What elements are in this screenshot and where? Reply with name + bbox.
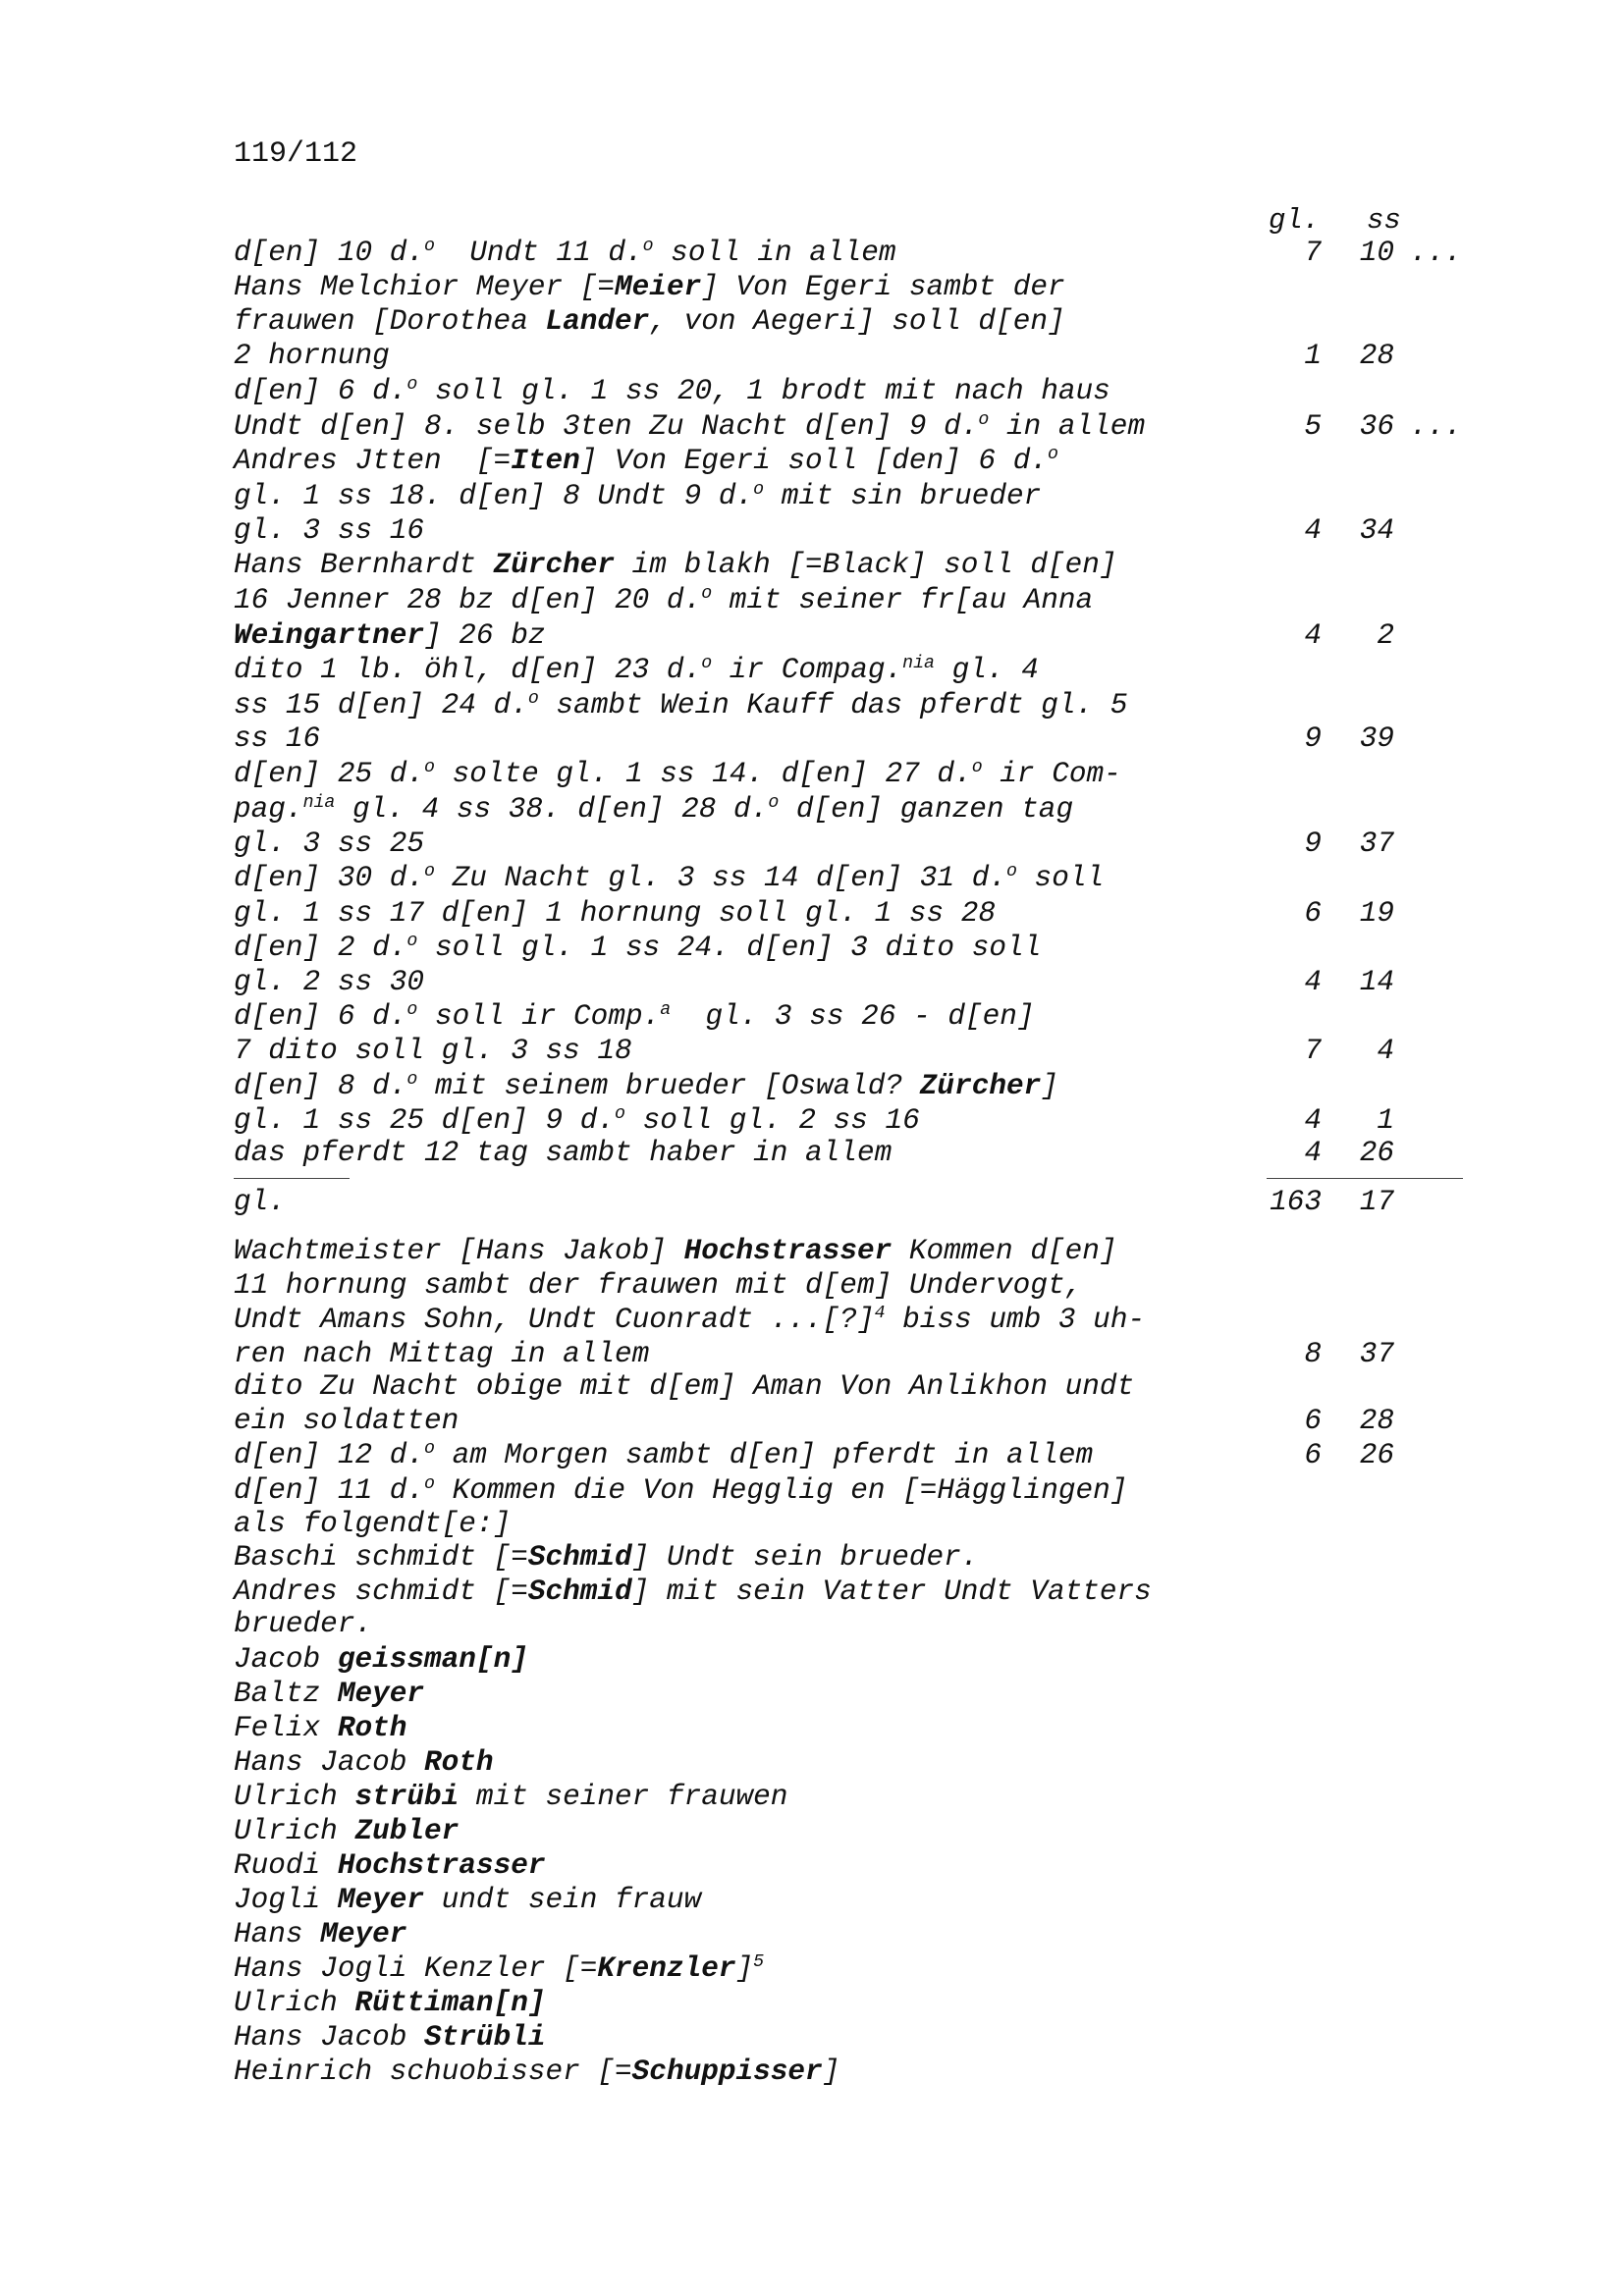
superscript: o	[424, 861, 435, 881]
ledger-line: Ulrich strübi mit seiner frauwen	[234, 1781, 788, 1813]
surname: Meier	[615, 271, 702, 303]
ledger-line: Jogli Meyer undt sein frauw	[234, 1884, 702, 1916]
superscript: o	[1005, 861, 1017, 881]
ledger-line: gl.	[234, 1186, 286, 1218]
ledger-line: dito 1 lb. öhl, d[en] 23 d.$^o$ ir Compag.$^{nia}$ gl. 4	[234, 653, 1039, 686]
ledger-line: Hans Meyer	[234, 1918, 407, 1950]
surname: Weingartner	[234, 619, 425, 652]
ledger-line: 11 hornung sambt der frauwen mit d[em] Undervogt,	[234, 1269, 1083, 1302]
surname: Roth	[424, 1746, 494, 1779]
short-underline	[234, 1178, 350, 1179]
surname: Rüttiman[n]	[354, 1987, 546, 2019]
superscript: o	[753, 479, 765, 500]
surname: strübi	[354, 1781, 460, 1813]
ledger-line: d[en] 30 d.$^o$ Zu Nacht gl. 3 ss 14 d[en] 31 d.$^o$ soll	[234, 861, 1105, 894]
surname: Hochstrasser	[683, 1235, 893, 1267]
column-header-gl: gl.	[1269, 204, 1321, 237]
amount-gulden: 7	[1304, 1035, 1322, 1067]
ledger-line: d[en] 25 d.$^o$ solte gl. 1 ss 14. d[en] 27 d.$^o$ ir Com-	[234, 757, 1121, 790]
surname: Zürcher	[493, 549, 616, 581]
superscript: o	[406, 999, 418, 1020]
ledger-line: ein soldatten	[234, 1405, 460, 1437]
surname: Iten	[511, 445, 580, 477]
surname: Krenzler	[597, 1952, 736, 1985]
ledger-line: 16 Jenner 28 bz d[en] 20 d.$^o$ mit seiner fr[au Anna	[234, 583, 1094, 616]
surname: Schmid	[527, 1575, 632, 1608]
amount-schilling: 1	[1377, 1104, 1394, 1137]
superscript: o	[978, 409, 990, 430]
superscript: o	[424, 1473, 435, 1494]
ledger-line: Baschi schmidt [=Schmid] Undt sein brueder.	[234, 1541, 979, 1574]
ledger-line: d[en] 2 d.$^o$ soll gl. 1 ss 24. d[en] 3 dito soll	[234, 931, 1042, 964]
amount-schilling: 26	[1359, 1137, 1394, 1169]
superscript: o	[701, 653, 713, 673]
ledger-line: pag.$^{nia}$ gl. 4 ss 38. d[en] 28 d.$^o$ d[en] ganzen tag	[234, 792, 1074, 826]
surname: Hochstrasser	[337, 1849, 546, 1882]
amount-schilling: 10	[1359, 237, 1394, 269]
superscript: nia	[302, 792, 336, 813]
ledger-line: 7 dito soll gl. 3 ss 18	[234, 1035, 632, 1067]
ledger-line: Baltz Meyer	[234, 1678, 425, 1710]
amount-schilling: 2	[1377, 619, 1394, 652]
amount-schilling: 26	[1359, 1439, 1394, 1471]
ledger-line: Undt d[en] 8. selb 3ten Zu Nacht d[en] 9 d.$^o$ in allem	[234, 409, 1146, 443]
ledger-line: Ulrich Zubler	[234, 1815, 460, 1847]
ledger-line: Heinrich schuobisser [=Schuppisser]	[234, 2056, 840, 2088]
superscript: o	[406, 374, 418, 395]
ledger-line: Ulrich Rüttiman[n]	[234, 1987, 546, 2019]
superscript: o	[971, 757, 983, 777]
superscript: o	[527, 688, 539, 709]
amount-schilling: 19	[1359, 897, 1394, 930]
surname: Meyer	[337, 1884, 425, 1916]
superscript: o	[424, 757, 435, 777]
amount-gulden: 6	[1304, 1405, 1322, 1437]
amount-schilling: 36	[1359, 410, 1394, 443]
ledger-line: d[en] 6 d.$^o$ soll ir Comp.$^a$ gl. 3 ss 26 - d[en]	[234, 999, 1035, 1033]
surname: Lander	[545, 305, 650, 338]
ledger-line: gl. 1 ss 18. d[en] 8 Undt 9 d.$^o$ mit sin brueder	[234, 479, 1042, 512]
page-number: 119/112	[234, 137, 358, 171]
amount-schilling: 37	[1359, 828, 1394, 860]
amount-gulden: 163	[1270, 1186, 1322, 1218]
superscript: 5	[753, 1951, 765, 1972]
ledger-line: gl. 1 ss 25 d[en] 9 d.$^o$ soll gl. 2 ss 16	[234, 1103, 920, 1137]
ledger-line: d[en] 11 d.$^o$ Kommen die Von Hegglig en [=Hägglingen]	[234, 1473, 1128, 1507]
amount-schilling: 17	[1359, 1186, 1394, 1218]
ledger-line: gl. 1 ss 17 d[en] 1 hornung soll gl. 1 ss 28	[234, 897, 997, 930]
ledger-line: Undt Amans Sohn, Undt Cuonradt ...[?]$^4$ biss umb 3 uh-	[234, 1303, 1146, 1336]
amount-gulden: 7	[1304, 237, 1322, 269]
superscript: o	[1047, 444, 1058, 464]
ledger-line: Hans Jacob Roth	[234, 1746, 494, 1779]
ledger-line: Hans Jogli Kenzler [=Krenzler]$^5$	[234, 1951, 765, 1985]
ledger-line: d[en] 8 d.$^o$ mit seinem brueder [Oswald? Zürcher]	[234, 1069, 1058, 1102]
ledger-line: d[en] 12 d.$^o$ am Morgen sambt d[en] pferdt in allem	[234, 1438, 1094, 1471]
ledger-line: Hans Melchior Meyer [=Meier] Von Egeri sambt der	[234, 271, 1065, 303]
ledger-line: dito Zu Nacht obige mit d[em] Aman Von Anlikhon undt	[234, 1370, 1135, 1403]
amount-gulden: 4	[1304, 966, 1322, 998]
surname: Roth	[337, 1712, 407, 1744]
surname: Schmid	[527, 1541, 632, 1574]
ledger-line: Hans Bernhardt Zürcher im blakh [=Black] soll d[en]	[234, 549, 1117, 581]
amount-schilling: 28	[1359, 340, 1394, 372]
amount-gulden: 4	[1304, 1104, 1322, 1137]
amount-schilling: 37	[1359, 1338, 1394, 1370]
superscript: o	[406, 1069, 418, 1090]
superscript: nia	[902, 653, 935, 673]
surname: Meyer	[320, 1918, 407, 1950]
superscript: o	[701, 583, 713, 604]
amount-gulden: 1	[1304, 340, 1322, 372]
ledger-line: Jacob geissman[n]	[234, 1643, 528, 1676]
ledger-line: Wachtmeister [Hans Jakob] Hochstrasser Kommen d[en]	[234, 1235, 1117, 1267]
superscript: o	[768, 792, 780, 813]
superscript: o	[615, 1103, 625, 1124]
surname: Meyer	[337, 1678, 425, 1710]
surname: Strübli	[424, 2021, 546, 2054]
surname: Zubler	[354, 1815, 460, 1847]
superscript: o	[424, 1438, 435, 1459]
amount-gulden: 4	[1304, 514, 1322, 547]
ledger-line: d[en] 10 d.$^o$ Undt 11 d.$^o$ soll in allem	[234, 236, 896, 269]
surname: geissman[n]	[337, 1643, 528, 1676]
ledger-line: brueder.	[234, 1608, 373, 1640]
ledger-line: gl. 3 ss 16	[234, 514, 425, 547]
amount-schilling: 28	[1359, 1405, 1394, 1437]
column-header-ss: ss	[1367, 204, 1401, 237]
ledger-line: Hans Jacob Strübli	[234, 2021, 546, 2054]
amount-schilling: 34	[1359, 514, 1394, 547]
ledger-line: d[en] 6 d.$^o$ soll gl. 1 ss 20, 1 brodt mit nach haus	[234, 374, 1110, 407]
amount-gulden: 4	[1304, 1137, 1322, 1169]
ledger-line: 2 hornung	[234, 340, 390, 372]
ledger-line: gl. 2 ss 30	[234, 966, 425, 998]
ledger-line: Andres schmidt [=Schmid] mit sein Vatter Undt Vatters	[234, 1575, 1152, 1608]
surname: Schuppisser	[631, 2056, 823, 2088]
ledger-line: als folgendt[e:]	[234, 1508, 512, 1540]
superscript: 4	[874, 1303, 886, 1323]
amount-gulden: 6	[1304, 897, 1322, 930]
amount-schilling: 39	[1359, 722, 1394, 755]
amount-gulden: 6	[1304, 1439, 1322, 1471]
superscript: o	[424, 236, 435, 256]
continuation-dots: ...	[1410, 410, 1462, 443]
sum-rule	[1267, 1178, 1463, 1179]
continuation-dots: ...	[1410, 237, 1462, 269]
ledger-line: ss 15 d[en] 24 d.$^o$ sambt Wein Kauff das pferdt gl. 5	[234, 688, 1128, 721]
ledger-line: Andres Jtten [=Iten] Von Egeri soll [den] 6 d.$^o$	[234, 444, 1058, 477]
ledger-line: frauwen [Dorothea Lander, von Aegeri] soll d[en]	[234, 305, 1065, 338]
surname: Zürcher	[919, 1070, 1042, 1102]
amount-gulden: 9	[1304, 828, 1322, 860]
ledger-line: Felix Roth	[234, 1712, 407, 1744]
ledger-line: Weingartner] 26 bz	[234, 619, 546, 652]
amount-gulden: 5	[1304, 410, 1322, 443]
ledger-line: Ruodi Hochstrasser	[234, 1849, 546, 1882]
amount-gulden: 9	[1304, 722, 1322, 755]
ledger-line: ren nach Mittag in allem	[234, 1338, 650, 1370]
ledger-line: das pferdt 12 tag sambt haber in allem	[234, 1137, 893, 1169]
amount-gulden: 4	[1304, 619, 1322, 652]
ledger-line: ss 16	[234, 722, 321, 755]
superscript: a	[660, 999, 672, 1020]
amount-gulden: 8	[1304, 1338, 1322, 1370]
superscript: o	[642, 236, 654, 256]
amount-schilling: 14	[1359, 966, 1394, 998]
ledger-line: gl. 3 ss 25	[234, 828, 425, 860]
amount-schilling: 4	[1377, 1035, 1394, 1067]
superscript: o	[406, 931, 418, 951]
